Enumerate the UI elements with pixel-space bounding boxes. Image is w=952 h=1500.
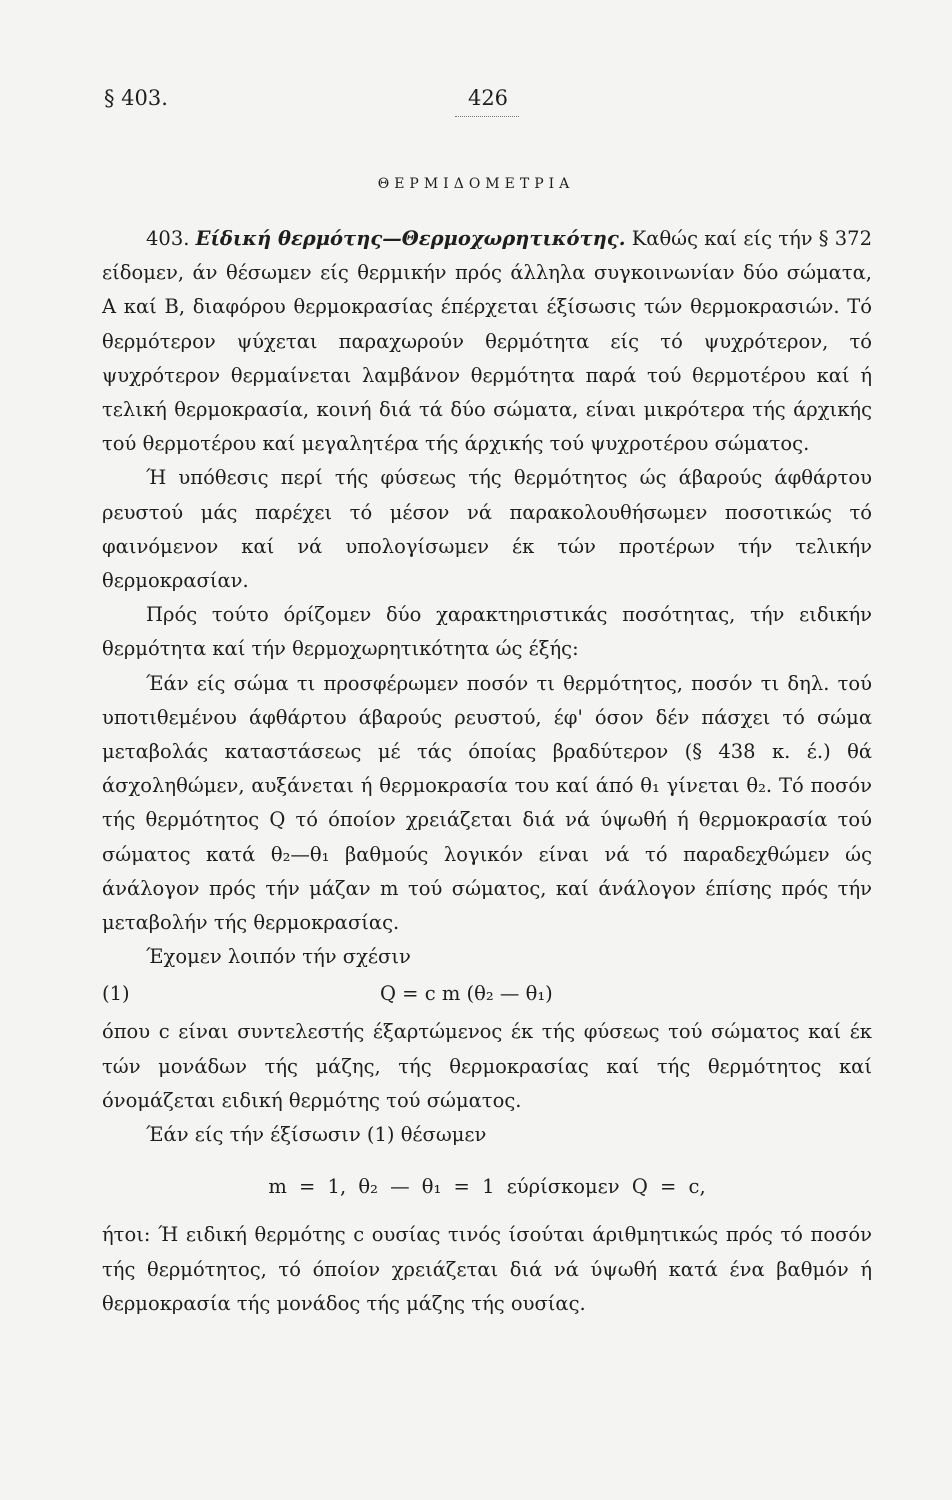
conclusion-paragraph: ήτοι: Ή ειδική θερμότης c ουσίας τινός ίσούται άριθμητικώς πρός τό ποσόν τής θερμότητος, τό όποίον χρειάζεται διά νά ύψωθή κατά ένα βαθμόν ή θερμοκρασία τής μονάδος τής μάζης τής ουσίας. bbox=[102, 1223, 872, 1315]
relation-intro: Έχομεν λοιπόν τήν σχέσιν bbox=[146, 945, 411, 969]
coefficient-paragraph: όπου c είναι συντελεστής έξαρτώμενος έκ τής φύσεως τού σώματος καί έκ τών μονάδων τής μάζης, τής θερμοκρασίας καί τής θερμότητος καί όνομάζεται ειδική θερμότης τού σώματος. bbox=[102, 1020, 872, 1112]
substitution-intro: Έάν είς τήν έξίσωσιν (1) θέσωμεν bbox=[146, 1123, 487, 1147]
equation-formula: Q = c m (θ₂ — θ₁) bbox=[380, 982, 553, 1006]
section-number: 403. bbox=[146, 227, 190, 250]
substitution-equation: m = 1, θ₂ — θ₁ = 1 εύρίσκομεν Q = c, bbox=[268, 1175, 706, 1199]
equation-1 bbox=[102, 977, 872, 1015]
section-intro-paragraph bbox=[102, 222, 872, 461]
section-title: Είδική θερμότης—Θερμοχωρητικότης. bbox=[195, 227, 626, 250]
section-reference: § 403. bbox=[104, 86, 168, 110]
heat-supply-paragraph: Έάν είς σώμα τι προσφέρωμεν ποσόν τι θερμότητος, ποσόν τι δηλ. τού υποτιθεμένου άφθάρτου άβαρούς ρευστού, έφ' όσον δέν πάσχει τό σώμα μεταβολάς καταστάσεως μέ τάς όποίας βραδύτερον (§ 438 κ. έ.) θά άσχοληθώμεν, αυξάνεται ή θερμοκρασία του καί άπό θ₁ γίνεται θ₂. Τό ποσόν τής θερμότητος Q τό όποίον χρειάζεται διά νά ύψωθή ή θερμοκρασία τού σώματος κατά θ₂—θ₁ βαθμούς λογικόν είναι νά τό παραδεχθώμεν ώς άνάλογον πρός τήν μάζαν m τού σώματος, καί άνάλογον έπίσης πρός τήν μεταβολήν τής θερμοκρασίας. bbox=[102, 671, 872, 935]
section-intro-text: Καθώς καί είς τήν § 372 είδομεν, άν θέσωμεν είς θερμικήν πρός άλληλα συγκοινωνίαν δύο σώματα, Α καί Β, διαφόρου θερμοκρασίας έπέρχεται έξίσωσις τών θερμοκρασιών. Τό θερμότερον ψύχεται παραχωρούν θερμότητα είς τό ψυχρότερον, τό ψυχρότερον θερμαίνεται λαμβάνον θερμότητα παρά τού θερμοτέρου καί ή τελική θερμοκρασία, κοινή διά τά δύο σώματα, είναι μικρότερα τής άρχικής τού θερμοτέρου καί μεγαλητέρα τής άρχικής τού ψυχροτέρου σώματος. bbox=[102, 227, 872, 456]
page-number: 426 bbox=[467, 86, 509, 110]
header-divider bbox=[455, 116, 519, 117]
hypothesis-paragraph: Ή υπόθεσις περί τής φύσεως τής θερμότητος ώς άβαρούς άφθάρτου ρευστού μάς παρέχει τό μέσον νά παρακολουθήσωμεν ποσοτικώς τό φαινόμενον καί νά υπολογίσωμεν έκ τών προτέρων τήν τελικήν θερμοκρασίαν. bbox=[102, 466, 872, 593]
definitions-paragraph: Πρός τούτο όρίζομεν δύο χαρακτηριστικάς ποσότητας, τήν ειδικήν θερμότητα καί τήν θερμοχωρητικότητα ώς έξής: bbox=[102, 603, 872, 661]
equation-number: (1) bbox=[102, 982, 130, 1006]
page-body bbox=[102, 222, 872, 1321]
running-title: ΘΕΡΜΙΔΟΜΕΤΡΙΑ bbox=[377, 176, 575, 192]
